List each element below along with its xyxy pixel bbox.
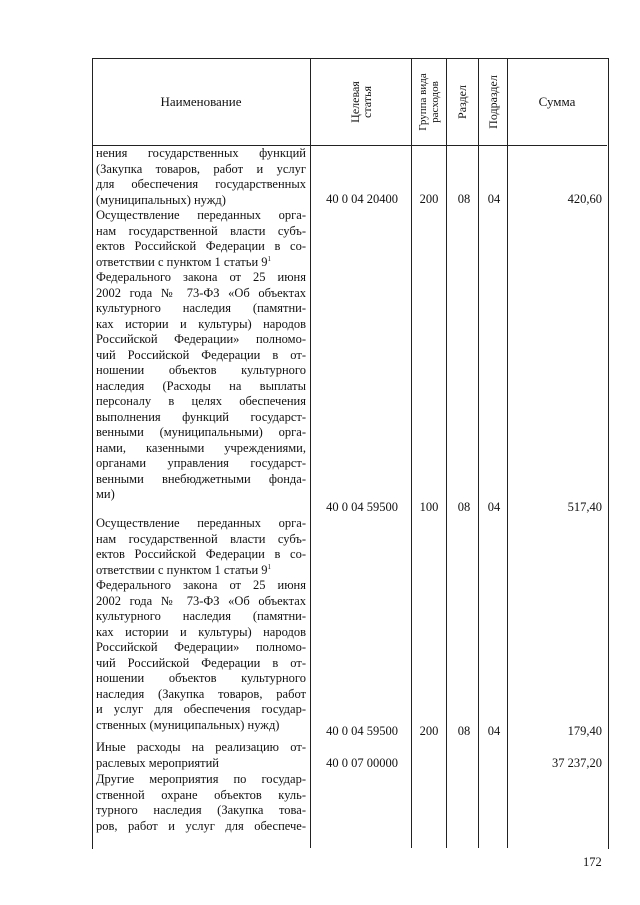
row-name: Осуществление переданных орга- нам государственной власти субъ- ектов Российской Федерации в со- ответствии с пунктом 1 статьи $9^1$ Федерального закона от 25 июня 2002 года № 73-ФЗ «Об объектах культурного наследия (памятни- ках истории и культуры) народов Российской Федерации» полномо- чий Российской Федерации в от- ношении объектов культурного наследия (Закупка товаров, работ и услуг для обеспечения государ- ственных (муниципальных) нужд) xyxy=(96,516,306,732)
header-subsection: Подраздел xyxy=(485,74,500,129)
row-code: 40 0 04 59500 xyxy=(326,724,398,738)
row-sum: 420,60 xyxy=(567,192,602,206)
row-sum: 517,40 xyxy=(567,500,602,514)
header-target-article: Целевая статья xyxy=(347,80,374,123)
row-code: 40 0 07 00000 xyxy=(326,756,398,770)
header-name: Наименование xyxy=(160,93,242,109)
page-number: 172 xyxy=(583,855,602,869)
header-section: Раздел xyxy=(455,84,470,119)
row-name: Другие мероприятия по государ- ственной охране объектов куль- турного наследия (Закупка това- ров, работ и услуг для обеспече- xyxy=(96,772,306,833)
row-name: Иные расходы на реализацию от- раслевых мероприятий xyxy=(96,740,306,770)
row-subsection: 04 xyxy=(487,724,501,738)
column-divider xyxy=(446,58,447,848)
row-group: 100 xyxy=(419,500,439,514)
row-sum: 179,40 xyxy=(567,724,602,738)
row-code: 40 0 04 59500 xyxy=(326,500,398,514)
row-group: 200 xyxy=(419,724,439,738)
column-divider xyxy=(310,58,311,848)
header-sum: Сумма xyxy=(538,93,576,109)
row-name: Осуществление переданных орга- нам государственной власти субъ- ектов Российской Федерации в со- ответствии с пунктом 1 статьи $9^1$ Федерального закона от 25 июня 2002 года № 73-ФЗ «Об объектах культурного наследия (памятни- ках истории и культуры) народов Российской Федерации» полномо- чий Российской Федерации в от- ношении объектов культурного наследия (Расходы на выплаты персоналу в целях обеспечения выполнения функций государст- венными (муниципальными) орга- нами, казенными учреждениями, органами управления государст- венными внебюджетными фонда- ми) xyxy=(96,208,306,501)
column-divider xyxy=(411,58,412,848)
row-section: 08 xyxy=(457,500,471,514)
row-subsection: 04 xyxy=(487,500,501,514)
header-expense-group: Группа вида расходов xyxy=(416,72,441,131)
row-code: 40 0 04 20400 xyxy=(326,192,398,206)
row-name: нения государственных функций (Закупка товаров, работ и услуг для обеспечения государственных (муниципальных) нужд) xyxy=(96,146,306,207)
row-section: 08 xyxy=(457,724,471,738)
row-section: 08 xyxy=(457,192,471,206)
row-group: 200 xyxy=(419,192,439,206)
row-sum: 37 237,20 xyxy=(552,756,602,770)
row-subsection: 04 xyxy=(487,192,501,206)
